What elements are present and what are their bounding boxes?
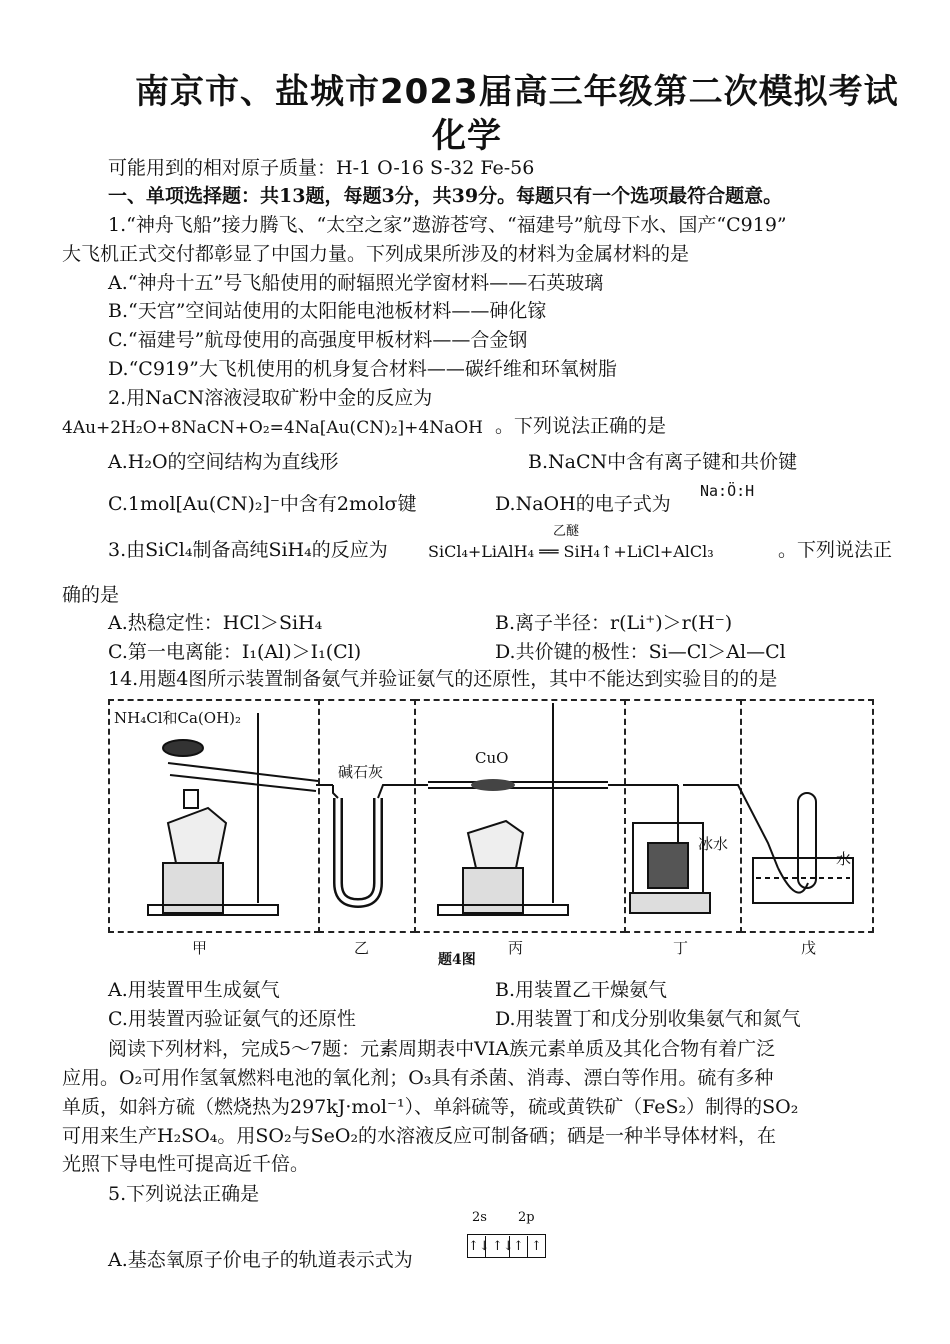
q1-stem-line2: 大飞机正式交付都彰显了中国力量。下列成果所涉及的材料为金属材料的是 xyxy=(62,243,690,265)
q4-option-b: B.用装置乙干燥氨气 xyxy=(495,979,668,1001)
q1-option-b: B.“天宫”空间站使用的太阳能电池板材料——砷化镓 xyxy=(108,300,547,322)
q5-option-a: A.基态氧原子价电子的轨道表示式为 xyxy=(108,1249,413,1271)
q1-option-c: C.“福建号”航母使用的高强度甲板材料——合金钢 xyxy=(108,329,528,351)
q4-stem: 14.用题4图所示装置制备氨气并验证氨气的还原性，其中不能达到实验目的的是 xyxy=(108,668,778,690)
orbital-box-2p-3: ↑ xyxy=(531,1239,542,1254)
orbital-2p-label: 2p xyxy=(518,1210,535,1225)
label-reagent1: NH₄Cl和Ca(OH)₂ xyxy=(114,709,242,727)
label-reagent4: 冰水 xyxy=(698,835,729,853)
label-bing: 丙 xyxy=(508,939,524,957)
label-reagent5: 水 xyxy=(836,850,852,868)
passage-line2: 应用。O₂可用作氢氧燃料电池的氧化剂；O₃具有杀菌、消毒、漂白等作用。硫有多种 xyxy=(62,1067,774,1089)
apparatus-drawing xyxy=(108,693,878,973)
q3-option-d: D.共价键的极性：Si—Cl＞Al—Cl xyxy=(495,641,786,663)
orbital-2s-label: 2s xyxy=(472,1210,487,1225)
q3-option-b: B.离子半径：r(Li⁺)＞r(H⁻) xyxy=(495,612,733,634)
label-wu: 戊 xyxy=(801,939,817,957)
q4-option-c: C.用装置丙验证氨气的还原性 xyxy=(108,1008,356,1030)
label-jia: 甲 xyxy=(192,939,208,957)
q1-option-a: A.“神舟十五”号飞船使用的耐辐照光学窗材料——石英玻璃 xyxy=(108,272,604,294)
section-heading: 一、单项选择题：共13题，每题3分，共39分。每题只有一个选项最符合题意。 xyxy=(108,185,783,207)
passage-line4: 可用来生产H₂SO₄。用SO₂与SeO₂的水溶液反应可制备硒；硒是一种半导体材料，在 xyxy=(62,1125,777,1147)
naoh-electron-formula: Na:Ö:H xyxy=(700,482,755,500)
orbital-box-2p-1: ↑↓ xyxy=(492,1236,510,1258)
passage-line3: 单质，如斜方硫（燃烧热为297kJ·mol⁻¹）、单斜硫等，硫或黄铁矿（FeS₂）制得的SO₂ xyxy=(62,1096,799,1118)
q4-option-a: A.用装置甲生成氨气 xyxy=(108,979,280,1001)
q3-catalyst: 乙醚 xyxy=(553,524,580,539)
q2-option-a: A.H₂O的空间结构为直线形 xyxy=(108,451,339,473)
passage-line1: 阅读下列材料，完成5～7题：元素周期表中VIA族元素单质及其化合物有着广泛 xyxy=(108,1038,776,1060)
q3-stem-tail: 。下列说法正 xyxy=(778,539,893,561)
q2-stem-tail: 。下列说法正确的是 xyxy=(495,415,667,437)
q2-option-c: C.1mol[Au(CN)₂]⁻中含有2molσ键 xyxy=(108,493,417,515)
q1-stem-line1: 1.“神舟飞船”接力腾飞、“太空之家”遨游苍穹、“福建号”航母下水、国产“C919” xyxy=(108,214,787,236)
q3-equation: SiCl₄+LiAlH₄ ══ SiH₄↑+LiCl+AlCl₃ xyxy=(428,542,714,561)
orbital-box-2p-2: ↑ xyxy=(510,1236,528,1258)
q2-stem-line1: 2.用NaCN溶液浸取矿粉中金的反应为 xyxy=(108,387,433,409)
exam-title: 南京市、盐城市2023届高三年级第二次模拟考试 xyxy=(135,72,899,112)
label-reagent2: 碱石灰 xyxy=(338,763,384,781)
q2-equation: 4Au+2H₂O+8NaCN+O₂=4Na[Au(CN)₂]+4NaOH xyxy=(62,418,483,438)
q3-stem-line2: 确的是 xyxy=(62,584,120,606)
label-ding: 丁 xyxy=(673,939,689,957)
label-yi: 乙 xyxy=(354,939,370,957)
q1-option-d: D.“C919”大飞机使用的机身复合材料——碳纤维和环氧树脂 xyxy=(108,358,617,380)
orbital-box-2s: ↑↓ xyxy=(468,1236,486,1258)
q2-option-d: D.NaOH的电子式为 xyxy=(495,493,671,515)
q2-option-b: B.NaCN中含有离子键和共价键 xyxy=(528,451,798,473)
q4-option-d: D.用装置丁和戊分别收集氨气和氮气 xyxy=(495,1008,801,1030)
figure-caption: 题4图 xyxy=(438,952,476,968)
passage-line5: 光照下导电性可提高近千倍。 xyxy=(62,1153,310,1175)
q3-stem-head: 3.由SiCl₄制备高纯SiH₄的反应为 xyxy=(108,539,388,561)
apparatus-figure xyxy=(108,693,878,973)
q3-option-a: A.热稳定性：HCl＞SiH₄ xyxy=(108,612,323,634)
atomic-masses: 可能用到的相对原子质量：H-1 O-16 S-32 Fe-56 xyxy=(108,157,535,179)
q5-stem: 5.下列说法正确是 xyxy=(108,1183,260,1205)
q3-option-c: C.第一电离能：I₁(Al)＞I₁(Cl) xyxy=(108,641,362,663)
subject-title: 化学 xyxy=(432,116,502,156)
label-reagent3: CuO xyxy=(475,749,509,767)
orbital-diagram xyxy=(467,1234,546,1258)
